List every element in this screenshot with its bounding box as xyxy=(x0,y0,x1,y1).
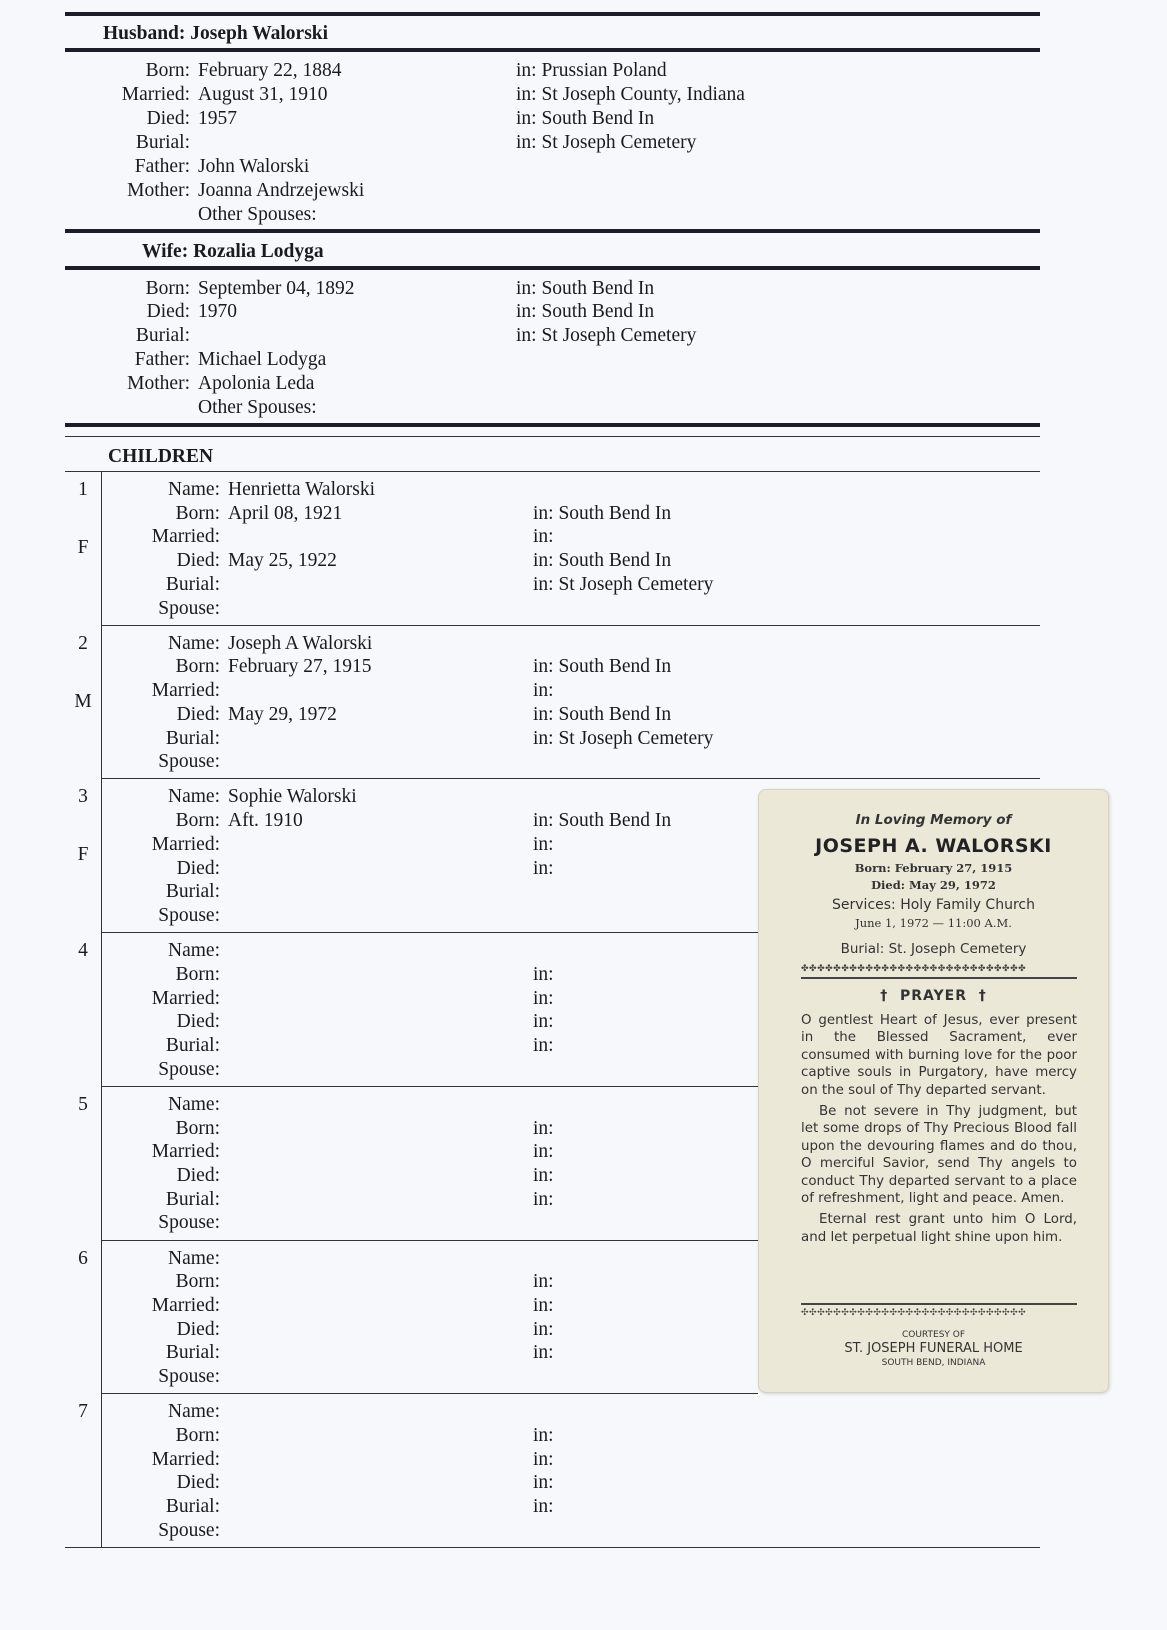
child-born-value: Aft. 1910 xyxy=(228,810,303,832)
child-sex: F xyxy=(77,844,89,866)
wife-burial-label: Burial: xyxy=(135,325,190,346)
husband-heading: Husband: Joseph Walorski xyxy=(103,23,329,44)
child-name-label: Name: xyxy=(168,1401,220,1423)
husband-married: August 31, 1910 xyxy=(198,84,328,105)
husband-born-label: Born: xyxy=(145,60,190,81)
child-spouse-label: Spouse: xyxy=(158,904,220,926)
child-name-label: Name: xyxy=(168,632,220,654)
card-prayer-title: PRAYER xyxy=(899,988,968,1004)
child-died-place: in: xyxy=(533,857,554,879)
children-heading: CHILDREN xyxy=(108,446,214,467)
child-married-label: Married: xyxy=(151,680,220,702)
child-divider xyxy=(101,1393,758,1394)
child-divider xyxy=(101,1086,758,1087)
child-born-label: Born: xyxy=(175,1117,220,1139)
child-married-place: in: xyxy=(533,1141,554,1163)
memorial-card xyxy=(758,789,1109,1393)
child-name-label: Name: xyxy=(168,786,220,808)
child-number: 5 xyxy=(78,1093,88,1115)
cross-icon: † xyxy=(978,988,987,1004)
card-died: Died: May 29, 1972 xyxy=(871,878,996,892)
husband-mother-label: Mother: xyxy=(127,180,190,201)
child-number: 2 xyxy=(78,632,88,654)
husband-father: John Walorski xyxy=(198,156,310,177)
child-married-label: Married: xyxy=(151,1294,220,1316)
husband-born: February 22, 1884 xyxy=(198,60,342,81)
children-number-column-line xyxy=(101,471,102,1547)
card-service-time: June 1, 1972 — 11:00 A.M. xyxy=(855,916,1012,930)
child-born-place: in: xyxy=(533,963,554,985)
children-sub-rule xyxy=(65,436,1040,437)
wife-mother-label: Mother: xyxy=(127,373,190,394)
child-burial-label: Burial: xyxy=(165,573,220,595)
child-number: 4 xyxy=(78,940,88,962)
wife-top-rule xyxy=(65,229,1040,233)
card-divider-bottom xyxy=(801,1303,1077,1305)
wife-mother: Apolonia Leda xyxy=(198,373,315,394)
child-divider xyxy=(101,625,1040,626)
child-died-place: in: South Bend In xyxy=(533,550,672,572)
child-burial-label: Burial: xyxy=(165,1342,220,1364)
husband-died: 1957 xyxy=(198,108,237,129)
wife-died-in: in: South Bend In xyxy=(516,301,655,322)
child-spouse-label: Spouse: xyxy=(158,1366,220,1387)
child-died-value: May 25, 1922 xyxy=(228,550,337,572)
husband-married-in: in: St Joseph County, Indiana xyxy=(516,84,745,105)
card-services: Services: Holy Family Church xyxy=(832,897,1035,913)
child-born-label: Born: xyxy=(175,1424,220,1446)
child-born-place: in: South Bend In xyxy=(533,656,672,678)
child-burial-place: in: xyxy=(533,1496,554,1517)
child-spouse-label: Spouse: xyxy=(158,751,220,773)
child-burial-place: in: St Joseph Cemetery xyxy=(533,727,714,749)
wife-burial-in: in: St Joseph Cemetery xyxy=(516,325,697,346)
husband-other-spouses: Other Spouses: xyxy=(198,204,317,225)
child-burial-label: Burial: xyxy=(165,881,220,903)
wife-father: Michael Lodyga xyxy=(198,349,327,370)
child-name-label: Name: xyxy=(168,940,220,962)
child-burial-label: Burial: xyxy=(165,1034,220,1056)
child-divider xyxy=(101,1240,758,1241)
card-ornament-top: ✤✤✤✤✤✤✤✤✤✤✤✤✤✤✤✤✤✤✤✤✤✤✤✤✤✤✤✤ xyxy=(801,964,1027,974)
child-married-place: in: xyxy=(533,680,554,702)
child-married-place: in: xyxy=(533,1448,554,1470)
child-divider xyxy=(101,932,758,933)
card-name: JOSEPH A. WALORSKI xyxy=(815,835,1052,857)
child-died-value: May 29, 1972 xyxy=(228,703,337,725)
child-spouse-label: Spouse: xyxy=(158,1212,220,1234)
child-married-place: in: xyxy=(533,987,554,1009)
child-divider xyxy=(65,1547,1040,1548)
husband-died-in: in: South Bend In xyxy=(516,108,655,129)
card-courtesy: COURTESY OF xyxy=(901,1330,966,1340)
child-died-label: Died: xyxy=(176,1164,220,1186)
child-name-label: Name: xyxy=(168,1093,220,1115)
child-spouse-label: Spouse: xyxy=(158,1058,220,1080)
children-top-rule xyxy=(65,423,1040,427)
child-born-value: April 08, 1921 xyxy=(228,502,343,524)
card-prayer-text xyxy=(801,1012,1077,1250)
child-spouse-label: Spouse: xyxy=(158,597,220,619)
card-prayer-paragraph: Be not severe in Thy judgment, but let some drops of Thy Precious Blood fall upon the devouring flames and do thou, O merciful Savior, send Thy angels to conduct Thy departed servant to a place of refreshment, light and peace. Amen. xyxy=(801,1104,1077,1207)
child-married-label: Married: xyxy=(151,833,220,855)
child-died-label: Died: xyxy=(176,1318,220,1340)
child-divider xyxy=(101,778,1040,779)
children-header-rule xyxy=(65,471,1040,472)
card-burial: Burial: St. Joseph Cemetery xyxy=(840,941,1027,957)
child-born-place: in: xyxy=(533,1271,554,1293)
wife-born-in: in: South Bend In xyxy=(516,278,655,299)
child-married-label: Married: xyxy=(151,1141,220,1163)
child-married-label: Married: xyxy=(151,1448,220,1470)
husband-born-in: in: Prussian Poland xyxy=(516,60,667,81)
cross-icon: † xyxy=(880,988,889,1004)
child-name-label: Name: xyxy=(168,479,220,500)
child-died-place: in: xyxy=(533,1164,554,1186)
child-born-label: Born: xyxy=(175,963,220,985)
child-burial-place: in: xyxy=(533,1188,554,1210)
child-number: 6 xyxy=(78,1247,88,1269)
card-prayer-paragraph: O gentlest Heart of Jesus, ever present in the Blessed Sacrament, ever consumed with burning love for the poor captive souls in Purgatory, have mercy on the soul of Thy departed servant. xyxy=(801,1013,1077,1098)
child-married-label: Married: xyxy=(151,526,220,548)
child-born-place: in: xyxy=(533,1424,554,1446)
wife-heading: Wife: Rozalia Lodyga xyxy=(142,241,324,262)
card-location: SOUTH BEND, INDIANA xyxy=(881,1358,986,1368)
child-burial-place: in: xyxy=(533,1342,554,1364)
card-prayer-paragraph: Eternal rest grant unto him O Lord, and let perpetual light shine upon him. xyxy=(801,1212,1077,1245)
child-died-label: Died: xyxy=(176,857,220,879)
child-born-value: February 27, 1915 xyxy=(228,656,372,678)
child-sex: F xyxy=(77,537,89,558)
child-burial-place: in: xyxy=(533,1034,554,1056)
child-died-place: in: xyxy=(533,1318,554,1340)
child-name-label: Name: xyxy=(168,1247,220,1269)
card-prayer-title-row xyxy=(759,988,1108,1004)
wife-born: September 04, 1892 xyxy=(198,278,355,299)
wife-rule xyxy=(65,266,1040,270)
wife-father-label: Father: xyxy=(134,349,190,370)
card-header: In Loving Memory of xyxy=(855,812,1012,828)
wife-born-label: Born: xyxy=(145,278,190,299)
child-born-label: Born: xyxy=(175,502,220,524)
card-ornament-bottom: ✣✣✣✣✣✣✣✣✣✣✣✣✣✣✣✣✣✣✣✣✣✣✣✣✣✣✣✣ xyxy=(801,1308,1027,1318)
child-born-place: in: xyxy=(533,1117,554,1139)
child-number: 7 xyxy=(78,1401,88,1423)
child-died-label: Died: xyxy=(176,1011,220,1033)
child-married-place: in: xyxy=(533,1294,554,1316)
husband-burial-label: Burial: xyxy=(135,132,190,153)
child-died-label: Died: xyxy=(176,1472,220,1494)
child-born-place: in: South Bend In xyxy=(533,810,672,832)
child-name-value: Henrietta Walorski xyxy=(228,479,375,500)
husband-burial-in: in: St Joseph Cemetery xyxy=(516,132,697,153)
child-died-label: Died: xyxy=(176,703,220,725)
top-rule xyxy=(65,12,1040,16)
child-died-place: in: South Bend In xyxy=(533,703,672,725)
card-funeral-home: ST. JOSEPH FUNERAL HOME xyxy=(844,1341,1023,1356)
child-died-label: Died: xyxy=(176,550,220,572)
child-burial-label: Burial: xyxy=(165,727,220,749)
child-married-place: in: xyxy=(533,833,554,855)
child-name-value: Joseph A Walorski xyxy=(228,632,373,654)
child-married-place: in: xyxy=(533,526,554,548)
card-born: Born: February 27, 1915 xyxy=(854,861,1013,875)
child-burial-label: Burial: xyxy=(165,1188,220,1210)
card-divider-top xyxy=(801,977,1077,979)
child-born-label: Born: xyxy=(175,656,220,678)
child-sex: M xyxy=(74,690,92,712)
husband-father-label: Father: xyxy=(134,156,190,177)
husband-died-label: Died: xyxy=(146,108,190,129)
child-burial-label: Burial: xyxy=(165,1496,220,1517)
child-born-place: in: South Bend In xyxy=(533,502,672,524)
child-number: 1 xyxy=(78,479,88,500)
child-died-place: in: xyxy=(533,1011,554,1033)
husband-mother: Joanna Andrzejewski xyxy=(198,180,365,201)
child-burial-place: in: St Joseph Cemetery xyxy=(533,573,714,595)
child-number: 3 xyxy=(78,786,88,808)
child-died-place: in: xyxy=(533,1472,554,1494)
wife-other-spouses: Other Spouses: xyxy=(198,397,317,418)
wife-died: 1970 xyxy=(198,301,237,322)
child-born-label: Born: xyxy=(175,1271,220,1293)
child-married-label: Married: xyxy=(151,987,220,1009)
husband-married-label: Married: xyxy=(121,84,190,105)
wife-died-label: Died: xyxy=(146,301,190,322)
child-spouse-label: Spouse: xyxy=(158,1519,220,1541)
child-born-label: Born: xyxy=(175,810,220,832)
husband-rule xyxy=(65,48,1040,52)
child-name-value: Sophie Walorski xyxy=(228,786,357,808)
